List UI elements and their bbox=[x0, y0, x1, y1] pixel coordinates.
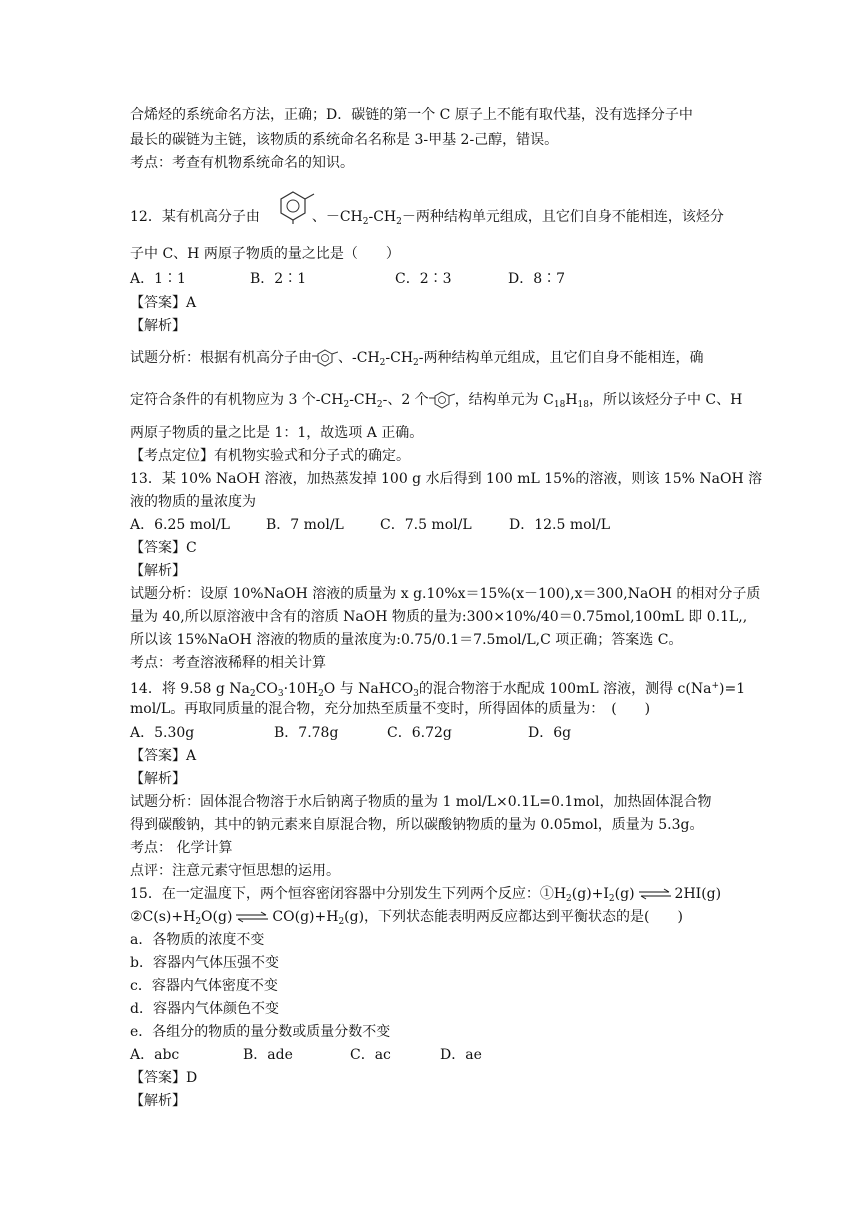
q12-analysis-sub-b: 2 bbox=[413, 358, 419, 368]
q15-s5: ②C(s)+H bbox=[130, 909, 196, 925]
q12-analysis-c: -CH bbox=[385, 350, 414, 366]
q12-analysis2-e: H bbox=[565, 392, 578, 408]
q14-option-b: B．7.78g bbox=[274, 725, 339, 741]
q12-analysis-line-2 bbox=[130, 390, 742, 414]
q14-analysis-line-1: 试题分析：固体混合物溶于水后钠离子物质的量为 1 mol/L×0.1L=0.1mol，加热固体混合物 bbox=[130, 794, 712, 810]
q15-s7: CO(g)+H bbox=[272, 909, 339, 925]
q15-item-e: e．各组分的物质的量分数或质量分数不变 bbox=[130, 1024, 391, 1040]
q13-analysis-line-3: 所以该 15%NaOH 溶液的物质的量浓度为:0.75/0.1＝7.5mol/L,C 项正确；答案选 C。 bbox=[130, 632, 683, 648]
q12-analysis2-a: 定符合条件的有机物应为 3 个-CH bbox=[130, 392, 344, 408]
q15-s4: 2HI(g) bbox=[674, 886, 722, 902]
q14-s3: ·10H bbox=[283, 681, 319, 697]
q12-analysis2-f: ，所以该烃分子中 C、H bbox=[588, 392, 743, 408]
q12-analysis2-d: ，结构单元为 C bbox=[454, 392, 554, 408]
q14-option-c: C．6.72g bbox=[387, 725, 452, 741]
q13-stem-line-2: 液的物质的量浓度为 bbox=[130, 494, 256, 510]
q12-stem-a: 12．某有机高分子由 bbox=[130, 209, 260, 225]
q13-answer: 【答案】C bbox=[130, 540, 197, 556]
q12-option-c: C．2∶3 bbox=[395, 271, 452, 287]
q12-analysis-sub-a: 2 bbox=[379, 358, 386, 368]
q14-s2: CO bbox=[255, 681, 278, 697]
q12-analysis2-sub-b: 2 bbox=[376, 400, 383, 410]
q12-analysis2-sub-d: 18 bbox=[577, 400, 589, 410]
q14-sub-a: 2 bbox=[249, 689, 256, 699]
q15-s2: (g)+I bbox=[571, 886, 609, 902]
q14-sup: + bbox=[711, 681, 719, 691]
q12-analysis2-b: -CH bbox=[349, 392, 377, 408]
q14-kaodian: 考点： 化学计算 bbox=[130, 840, 233, 856]
q15-option-a: A．abc bbox=[130, 1047, 180, 1063]
q12-option-b: B．2∶1 bbox=[250, 271, 307, 287]
q12-kaodian-dingwei: 【考点定位】有机物实验式和分子式的确定。 bbox=[130, 448, 410, 464]
q12-analysis-line-3: 两原子物质的量之比是 1：1，故选项 A 正确。 bbox=[130, 425, 424, 441]
q14-s6: )=1 bbox=[719, 681, 746, 697]
q12-stem-line-1 bbox=[130, 208, 724, 231]
q12-analysis-line-1 bbox=[130, 348, 704, 372]
q15-s1: 15．在一定温度下，两个恒容密闭容器中分别发生下列两个反应：①H bbox=[130, 886, 567, 902]
q15-sub-d: 2 bbox=[338, 917, 345, 927]
q14-s5: 的混合物溶于水配成 100mL 溶液，测得 c(Na bbox=[418, 681, 712, 697]
q12-stem-c: -CH bbox=[368, 209, 397, 225]
q15-stem-line-1 bbox=[130, 885, 721, 908]
q12-analysis-d: -两种结构单元组成，且它们自身不能相连，确 bbox=[418, 350, 704, 366]
q15-sub-c: 2 bbox=[195, 917, 202, 927]
q15-sub-b: 2 bbox=[608, 894, 615, 904]
intro-line-2: 最长的碳链为主链，该物质的系统命名名称是 3-甲基 2-己醇，错误。 bbox=[130, 132, 559, 148]
q12-jiexi: 【解析】 bbox=[130, 318, 186, 334]
q14-stem-line-2: mol/L。再取同质量的混合物，充分加热至质量不变时，所得固体的质量为： ( ) bbox=[130, 701, 651, 717]
q13-stem-line-1: 13．某 10% NaOH 溶液，加热蒸发掉 100 g 水后得到 100 mL 15%的溶液，则该 15% NaOH 溶 bbox=[130, 471, 763, 487]
q13-jiexi: 【解析】 bbox=[130, 563, 186, 579]
q13-analysis-line-2: 量为 40,所以原溶液中含有的溶质 NaOH 物质的量为:300×10%/40＝0.75mol,100mL 即 0.1L,, bbox=[130, 609, 748, 625]
q12-analysis-b: 、-CH bbox=[338, 350, 380, 366]
equilibrium-arrow-icon bbox=[637, 888, 673, 900]
q12-sub-b: 2 bbox=[396, 217, 402, 227]
q14-option-a: A．5.30g bbox=[130, 725, 195, 741]
q14-jiexi: 【解析】 bbox=[130, 771, 186, 787]
q14-sub-b: 3 bbox=[277, 689, 284, 699]
q15-s6: O(g) bbox=[201, 909, 233, 925]
q14-dianping: 点评：注意元素守恒思想的运用。 bbox=[130, 863, 340, 879]
q12-stem-line-2: 子中 C、H 两原子物质的量之比是（ ） bbox=[130, 246, 400, 262]
q12-stem-d: －两种结构单元组成，且它们自身不能相连，该烃分 bbox=[401, 209, 724, 225]
q15-item-d: d．容器内气体颜色不变 bbox=[130, 1001, 279, 1017]
q15-option-c: C．ac bbox=[350, 1047, 391, 1063]
q14-sub-d: 3 bbox=[413, 689, 419, 699]
q15-option-d: D．ae bbox=[440, 1047, 482, 1063]
intro-kaodian: 考点：考查有机物系统命名的知识。 bbox=[130, 155, 354, 171]
q12-option-d: D．8∶7 bbox=[508, 271, 566, 287]
q12-sub-a: 2 bbox=[362, 217, 369, 227]
q15-s3: (g) bbox=[614, 886, 635, 902]
q12-option-a: A．1∶1 bbox=[130, 271, 186, 287]
q13-analysis-line-1: 试题分析：设原 10%NaOH 溶液的质量为 x g.10%x＝15%(x－100),x＝300,NaOH 的相对分子质 bbox=[130, 586, 761, 602]
q13-option-d: D．12.5 mol/L bbox=[509, 517, 611, 533]
q15-option-b: B．ade bbox=[243, 1047, 293, 1063]
q12-analysis2-c: -、2 个 bbox=[382, 392, 429, 408]
equilibrium-arrow-icon bbox=[234, 911, 270, 923]
q12-analysis2-sub-c: 18 bbox=[553, 400, 566, 410]
q14-s1: 14．将 9.58 g Na bbox=[130, 681, 250, 697]
q12-stem-b: 、－CH bbox=[311, 209, 363, 225]
q13-option-a: A．6.25 mol/L bbox=[130, 517, 230, 533]
q14-option-d: D．6g bbox=[528, 725, 572, 741]
q15-item-c: c．容器内气体密度不变 bbox=[130, 978, 278, 994]
q13-kaodian: 考点：考查溶液稀释的相关计算 bbox=[130, 655, 326, 671]
q15-item-a: a．各物质的浓度不变 bbox=[130, 932, 265, 948]
q12-analysis2-sub-a: 2 bbox=[343, 400, 350, 410]
q14-analysis-line-2: 得到碳酸钠，其中的钠元素来自原混合物，所以碳酸钠物质的量为 0.05mol，质量为 5.3g。 bbox=[130, 817, 704, 833]
q14-answer: 【答案】A bbox=[130, 748, 197, 764]
benzene-ring-small-icon bbox=[429, 390, 455, 410]
benzene-ring-small-icon bbox=[312, 348, 338, 368]
q15-stem-line-2 bbox=[130, 908, 683, 931]
q14-sub-c: 2 bbox=[318, 689, 324, 699]
q15-s8: (g)，下列状态能表明两反应都达到平衡状态的是( ) bbox=[344, 909, 683, 925]
q15-answer: 【答案】D bbox=[130, 1070, 198, 1086]
q15-jiexi: 【解析】 bbox=[130, 1093, 186, 1109]
q13-option-c: C．7.5 mol/L bbox=[380, 517, 472, 533]
q15-sub-a: 2 bbox=[566, 894, 572, 904]
q13-option-b: B．7 mol/L bbox=[266, 517, 344, 533]
q12-answer: 【答案】A bbox=[130, 295, 197, 311]
q15-item-b: b．容器内气体压强不变 bbox=[130, 955, 279, 971]
q12-analysis-a: 试题分析：根据有机高分子由 bbox=[130, 350, 312, 366]
intro-line-1: 合烯烃的系统命名方法，正确；D．碳链的第一个 C 原子上不能有取代基，没有选择分子中 bbox=[130, 107, 693, 123]
q14-s4: O 与 NaHCO bbox=[323, 681, 414, 697]
